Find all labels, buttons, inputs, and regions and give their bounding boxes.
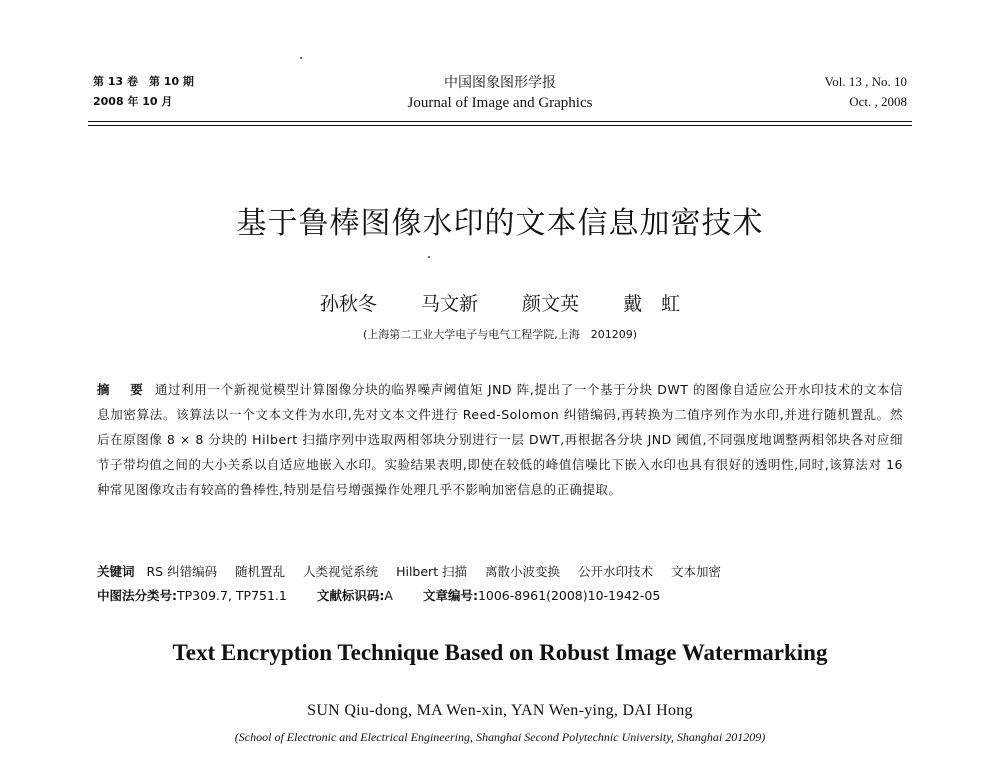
journal-name-cn: 中国图象图形学报	[444, 75, 556, 91]
article-no-label: 文章编号:	[422, 588, 478, 603]
journal-header	[93, 72, 907, 122]
doc-code-value: A	[384, 588, 393, 603]
article-no-value: 1006-8961(2008)10-1942-05	[477, 588, 661, 603]
classification-line	[97, 584, 903, 608]
keyword: 人类视觉系统	[303, 564, 379, 579]
keyword: RS 纠错编码	[146, 564, 218, 579]
date-en: Oct. , 2008	[849, 94, 907, 109]
speck-mark	[300, 57, 302, 59]
authors-en: SUN Qiu-dong, MA Wen-xin, YAN Wen-ying, DAI Hong	[307, 702, 693, 719]
header-right	[825, 72, 907, 112]
speck-mark	[428, 256, 430, 258]
keyword: 文本加密	[671, 564, 722, 579]
author-cn: 戴 虹	[623, 293, 681, 315]
clc-value: TP309.7, TP751.1	[177, 588, 287, 603]
paper-title-cn: 基于鲁棒图像水印的文本信息加密技术	[236, 206, 764, 241]
paper-title-en: Text Encryption Technique Based on Robust Image Watermarking	[172, 640, 828, 665]
journal-name-en: Journal of Image and Graphics	[407, 95, 593, 111]
abstract	[97, 377, 903, 502]
keyword: 随机置乱	[235, 564, 286, 579]
abstract-text: 通过利用一个新视觉模型计算图像分块的临界噪声阈值矩 JND 阵,提出了一个基于分块 DWT 的图像自适应公开水印技术的文本信息加密算法。该算法以一个文本文件为水印,先对文本文件进行 Reed-Solomon 纠错编码,再转换为二值序列作为水印,并进行随机置乱。然后在原图像 8 × 8 分块的 Hilbert 扫描序列中选取两相邻块分别进行一层 DWT,再根据各分块 JND 阈值,不同强度地调整两相邻块各对应细节子带均值之间的大小关系以自适应地嵌入水印。实验结果表明,即使在较低的峰值信噪比下嵌入水印也具有很好的透明性,同时,该算法对 16 种常见图像攻击有较高的鲁棒性,特别是信号增强操作处理几乎不影响加密信息的正确提取。	[97, 382, 903, 497]
volume-issue: 第 13 卷 第 10 期	[93, 75, 194, 88]
volume-en: Vol. 13 , No. 10	[824, 74, 907, 89]
keywords-label: 关键词	[97, 564, 135, 579]
affiliation-cn: (上海第二工业大学电子与电气工程学院,上海 201209)	[362, 328, 638, 341]
author-cn: 颜文英	[522, 293, 580, 315]
doc-code-label: 文献标识码:	[316, 588, 385, 603]
clc-label: 中图法分类号:	[97, 588, 177, 603]
author-cn: 孙秋冬	[319, 293, 377, 315]
header-rule-thin	[88, 125, 912, 126]
keyword: 公开水印技术	[578, 564, 654, 579]
keyword: 离散小波变换	[485, 564, 561, 579]
author-cn: 马文新	[420, 293, 478, 315]
abstract-label: 摘 要	[97, 382, 147, 397]
keywords	[97, 560, 903, 584]
affiliation-en: (School of Electronic and Electrical Engineering, Shanghai Second Polytechnic University, Shanghai 201209)	[234, 730, 766, 744]
date-cn: 2008 年 10 月	[93, 95, 173, 108]
authors-cn	[0, 289, 1000, 316]
header-rule-thick	[88, 121, 912, 122]
header-center	[93, 72, 907, 112]
keyword: Hilbert 扫描	[396, 564, 468, 579]
